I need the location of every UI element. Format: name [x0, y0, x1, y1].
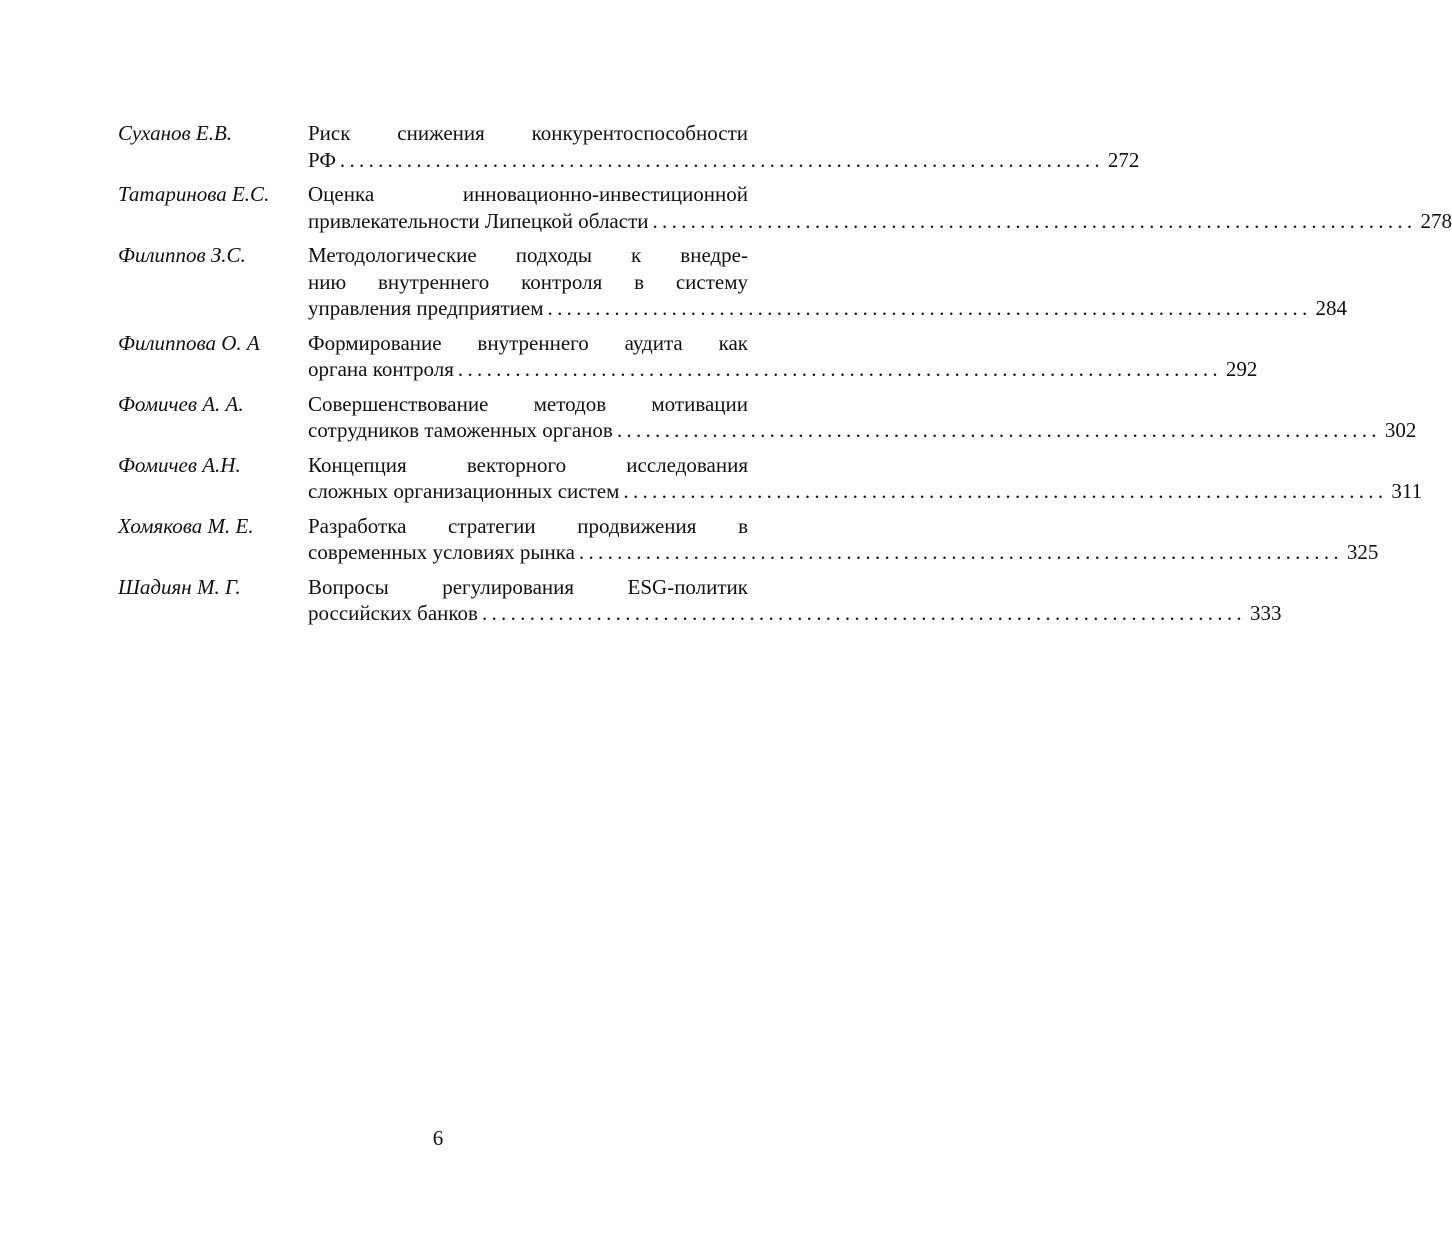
dot-leader: ................................................................................	[652, 208, 1417, 233]
toc-entry	[118, 513, 1379, 566]
toc-title-last-line	[308, 478, 1423, 505]
toc-author: Фомичев А. А.	[118, 391, 244, 416]
toc-title-line: нию внутреннего контроля в систему	[308, 269, 748, 294]
toc-title-last-line	[308, 147, 1140, 174]
toc-title-text: привлекательности Липецкой области	[308, 208, 649, 233]
toc-page-number: 333	[1249, 601, 1282, 625]
toc-page-number: 284	[1315, 296, 1348, 320]
toc-title-line: Совершенствование методов мотивации	[308, 391, 748, 416]
toc-title-last-line	[308, 539, 1379, 566]
toc-author: Хомякова М. Е.	[118, 513, 254, 538]
toc-page-number: 325	[1346, 540, 1379, 564]
toc-title-line: Разработка стратегии продвижения в	[308, 513, 748, 538]
dot-leader: ................................................................................	[457, 357, 1222, 381]
toc-title-line: Вопросы регулирования ESG-политик	[308, 574, 748, 599]
toc-page-number: 272	[1107, 147, 1140, 172]
toc-title-text: управления предприятием	[308, 296, 544, 320]
toc-title	[308, 574, 1282, 627]
toc-title-last-line	[308, 356, 1258, 383]
dot-leader: ................................................................................	[339, 147, 1104, 172]
dot-leader: ................................................................................	[481, 601, 1246, 625]
table-of-contents	[118, 120, 1452, 635]
toc-title-text: РФ	[308, 147, 336, 172]
toc-title-line: Риск снижения конкурентоспособности	[308, 121, 748, 145]
toc-entry	[118, 330, 1258, 383]
toc-author: Суханов Е.В.	[118, 121, 233, 145]
toc-title-line: Оценка инновационно-инвестиционной	[308, 182, 748, 206]
toc-entry	[118, 452, 1423, 505]
toc-title-last-line	[308, 417, 1417, 444]
toc-page-number: 311	[1391, 479, 1423, 503]
toc-title	[308, 452, 1423, 505]
toc-title	[308, 513, 1379, 566]
toc-title-last-line	[308, 600, 1282, 627]
toc-author: Фомичев А.Н.	[118, 452, 241, 477]
toc-entry	[118, 574, 1282, 627]
toc-title-line: Формирование внутреннего аудита как	[308, 330, 748, 355]
toc-title	[308, 330, 1258, 383]
toc-author: Филиппов З.С.	[118, 243, 246, 267]
toc-entry	[118, 181, 1452, 234]
toc-author: Татаринова Е.С.	[118, 182, 270, 206]
toc-page-number: 292	[1225, 357, 1258, 381]
toc-title-text: органа контроля	[308, 357, 454, 381]
toc-page-number: 278	[1420, 208, 1452, 233]
dot-leader: ................................................................................	[578, 540, 1343, 564]
toc-title-text: сотрудников таможенных органов	[308, 418, 613, 442]
toc-page-number: 302	[1384, 418, 1417, 442]
toc-title	[308, 120, 1140, 173]
toc-title	[308, 242, 1348, 322]
toc-title-last-line	[308, 295, 1348, 322]
toc-title-text: российских банков	[308, 601, 478, 625]
page-number: 6	[432, 1126, 444, 1150]
toc-title-line: Концепция векторного исследования	[308, 452, 748, 477]
dot-leader: ................................................................................	[623, 479, 1388, 503]
toc-title	[308, 181, 1452, 234]
toc-entry	[118, 391, 1417, 444]
toc-title-text: современных условиях рынка	[308, 540, 575, 564]
dot-leader: ................................................................................	[547, 296, 1312, 320]
toc-title-last-line	[308, 208, 1452, 235]
toc-entry	[118, 242, 1348, 322]
toc-author: Филиппова О. А	[118, 330, 260, 355]
toc-title	[308, 391, 1417, 444]
toc-title-text: сложных организационных систем	[308, 479, 620, 503]
toc-title-line: Методологические подходы к внедре-	[308, 243, 748, 267]
toc-author: Шадиян М. Г.	[118, 574, 241, 599]
toc-entry	[118, 120, 1140, 173]
dot-leader: ................................................................................	[616, 418, 1381, 442]
